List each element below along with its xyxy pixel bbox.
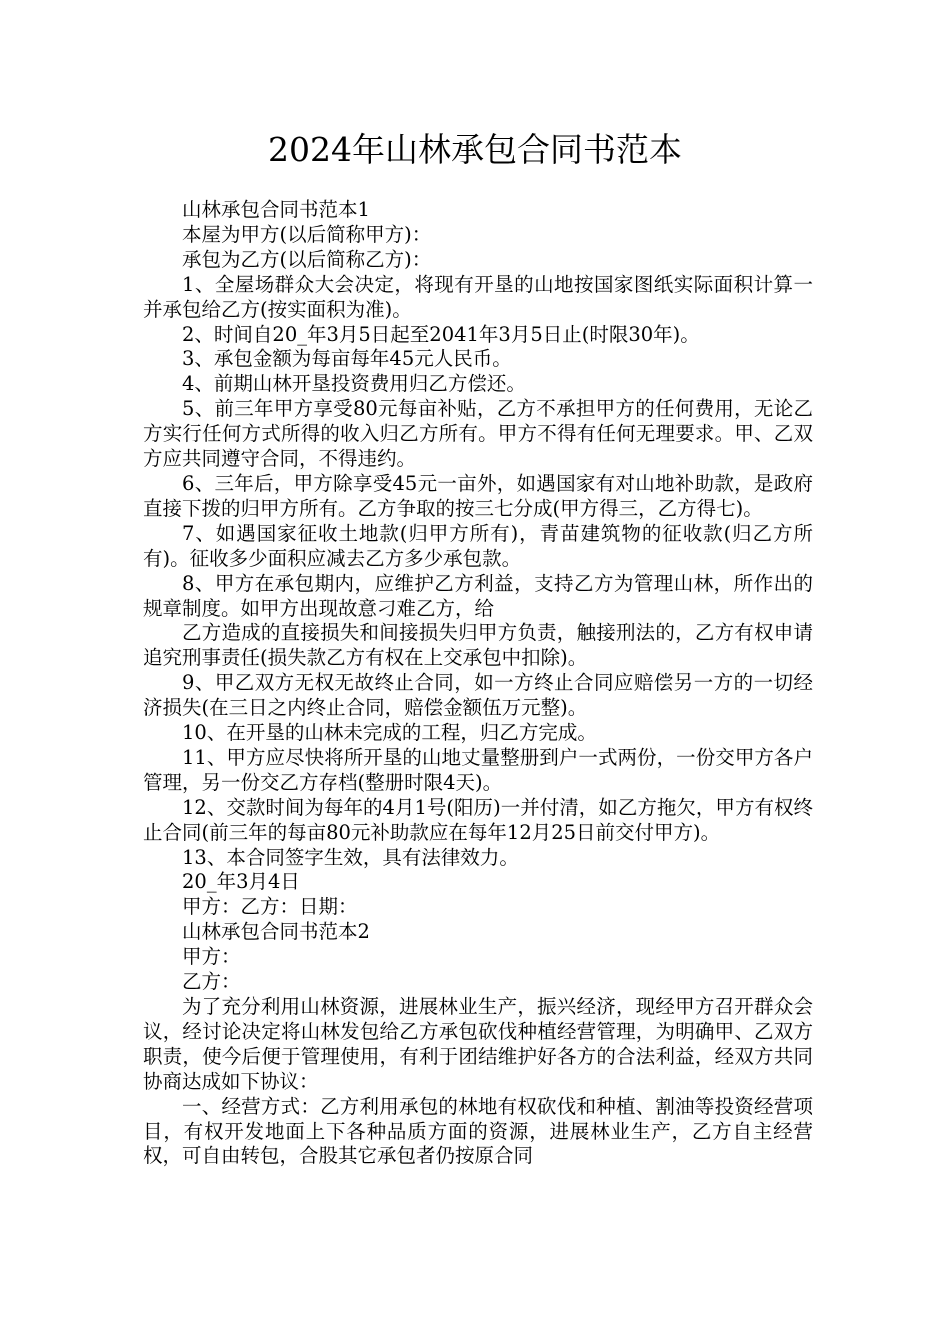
paragraph: 6、三年后，甲方除享受45元一亩外，如遇国家有对山地补助款，是政府直接下拨的归甲方所有。乙方争取的按三七分成(甲方得三，乙方得七)。 xyxy=(143,471,813,520)
paragraph: 3、承包金额为每亩每年45元人民币。 xyxy=(182,347,512,371)
paragraph: 13、本合同签字生效，具有法律效力。 xyxy=(182,845,519,869)
document-body xyxy=(143,198,813,1169)
paragraph: 为了充分利用山林资源，进展林业生产，振兴经济，现经甲方召开群众会议，经讨论决定将山林发包给乙方承包砍伐种植经营管理，为明确甲、乙双方职责，使今后便于管理使用，有利于团结维护好各方的合法利益，经双方共同协商达成如下协议： xyxy=(143,995,813,1093)
paragraph: 10、在开垦的山林未完成的工程，归乙方完成。 xyxy=(182,721,597,745)
paragraph: 山林承包合同书范本1 xyxy=(182,198,370,221)
paragraph: 9、甲乙双方无权无故终止合同，如一方终止合同应赔偿另一方的一切经济损失(在三日之内终止合同，赔偿金额伍万元整)。 xyxy=(143,671,813,720)
paragraph: 甲方：乙方：日期： xyxy=(182,895,358,919)
paragraph: 20_年3月4日 xyxy=(182,870,300,894)
document-title: 2024年山林承包合同书范本 xyxy=(268,130,682,169)
paragraph: 8、甲方在承包期内，应维护乙方利益，支持乙方为管理山林，所作出的规章制度。如甲方出现故意刁难乙方，给 xyxy=(143,571,813,620)
paragraph: 4、前期山林开垦投资费用归乙方偿还。 xyxy=(182,372,526,396)
paragraph: 2、时间自20_年3月5日起至2041年3月5日止(时限30年)。 xyxy=(182,322,700,346)
paragraph: 承包为乙方(以后简称乙方)： xyxy=(182,247,432,271)
paragraph: 甲方： xyxy=(182,945,241,969)
paragraph: 一、经营方式：乙方利用承包的林地有权砍伐和种植、割油等投资经营项目，有权开发地面上下各种品质方面的资源，进展林业生产，乙方自主经营权，可自由转包，合股其它承包者仍按原合同 xyxy=(143,1094,813,1168)
paragraph: 乙方造成的直接损失和间接损失归甲方负责，触接刑法的，乙方有权申请追究刑事责任(损失款乙方有权在上交承包中扣除)。 xyxy=(143,621,813,670)
paragraph: 山林承包合同书范本2 xyxy=(182,920,370,944)
paragraph: 乙方： xyxy=(182,970,241,994)
paragraph: 12、交款时间为每年的4月1号(阳历)一并付清，如乙方拖欠，甲方有权终止合同(前三年的每亩80元补助款应在每年12月25日前交付甲方)。 xyxy=(143,795,813,844)
paragraph: 1、全屋场群众大会决定，将现有开垦的山地按国家图纸实际面积计算一并承包给乙方(按实面积为准)。 xyxy=(143,272,813,321)
paragraph: 11、甲方应尽快将所开垦的山地丈量整册到户一式两份，一份交甲方各户管理，另一份交乙方存档(整册时限4天)。 xyxy=(143,745,813,794)
paragraph: 5、前三年甲方享受80元每亩补贴，乙方不承担甲方的任何费用，无论乙方实行任何方式所得的收入归乙方所有。甲方不得有任何无理要求。甲、乙双方应共同遵守合同，不得违约。 xyxy=(143,397,813,471)
paragraph: 7、如遇国家征收土地款(归甲方所有)，青苗建筑物的征收款(归乙方所有)。征收多少面积应减去乙方多少承包款。 xyxy=(143,521,813,570)
paragraph: 本屋为甲方(以后简称甲方)： xyxy=(182,222,432,246)
